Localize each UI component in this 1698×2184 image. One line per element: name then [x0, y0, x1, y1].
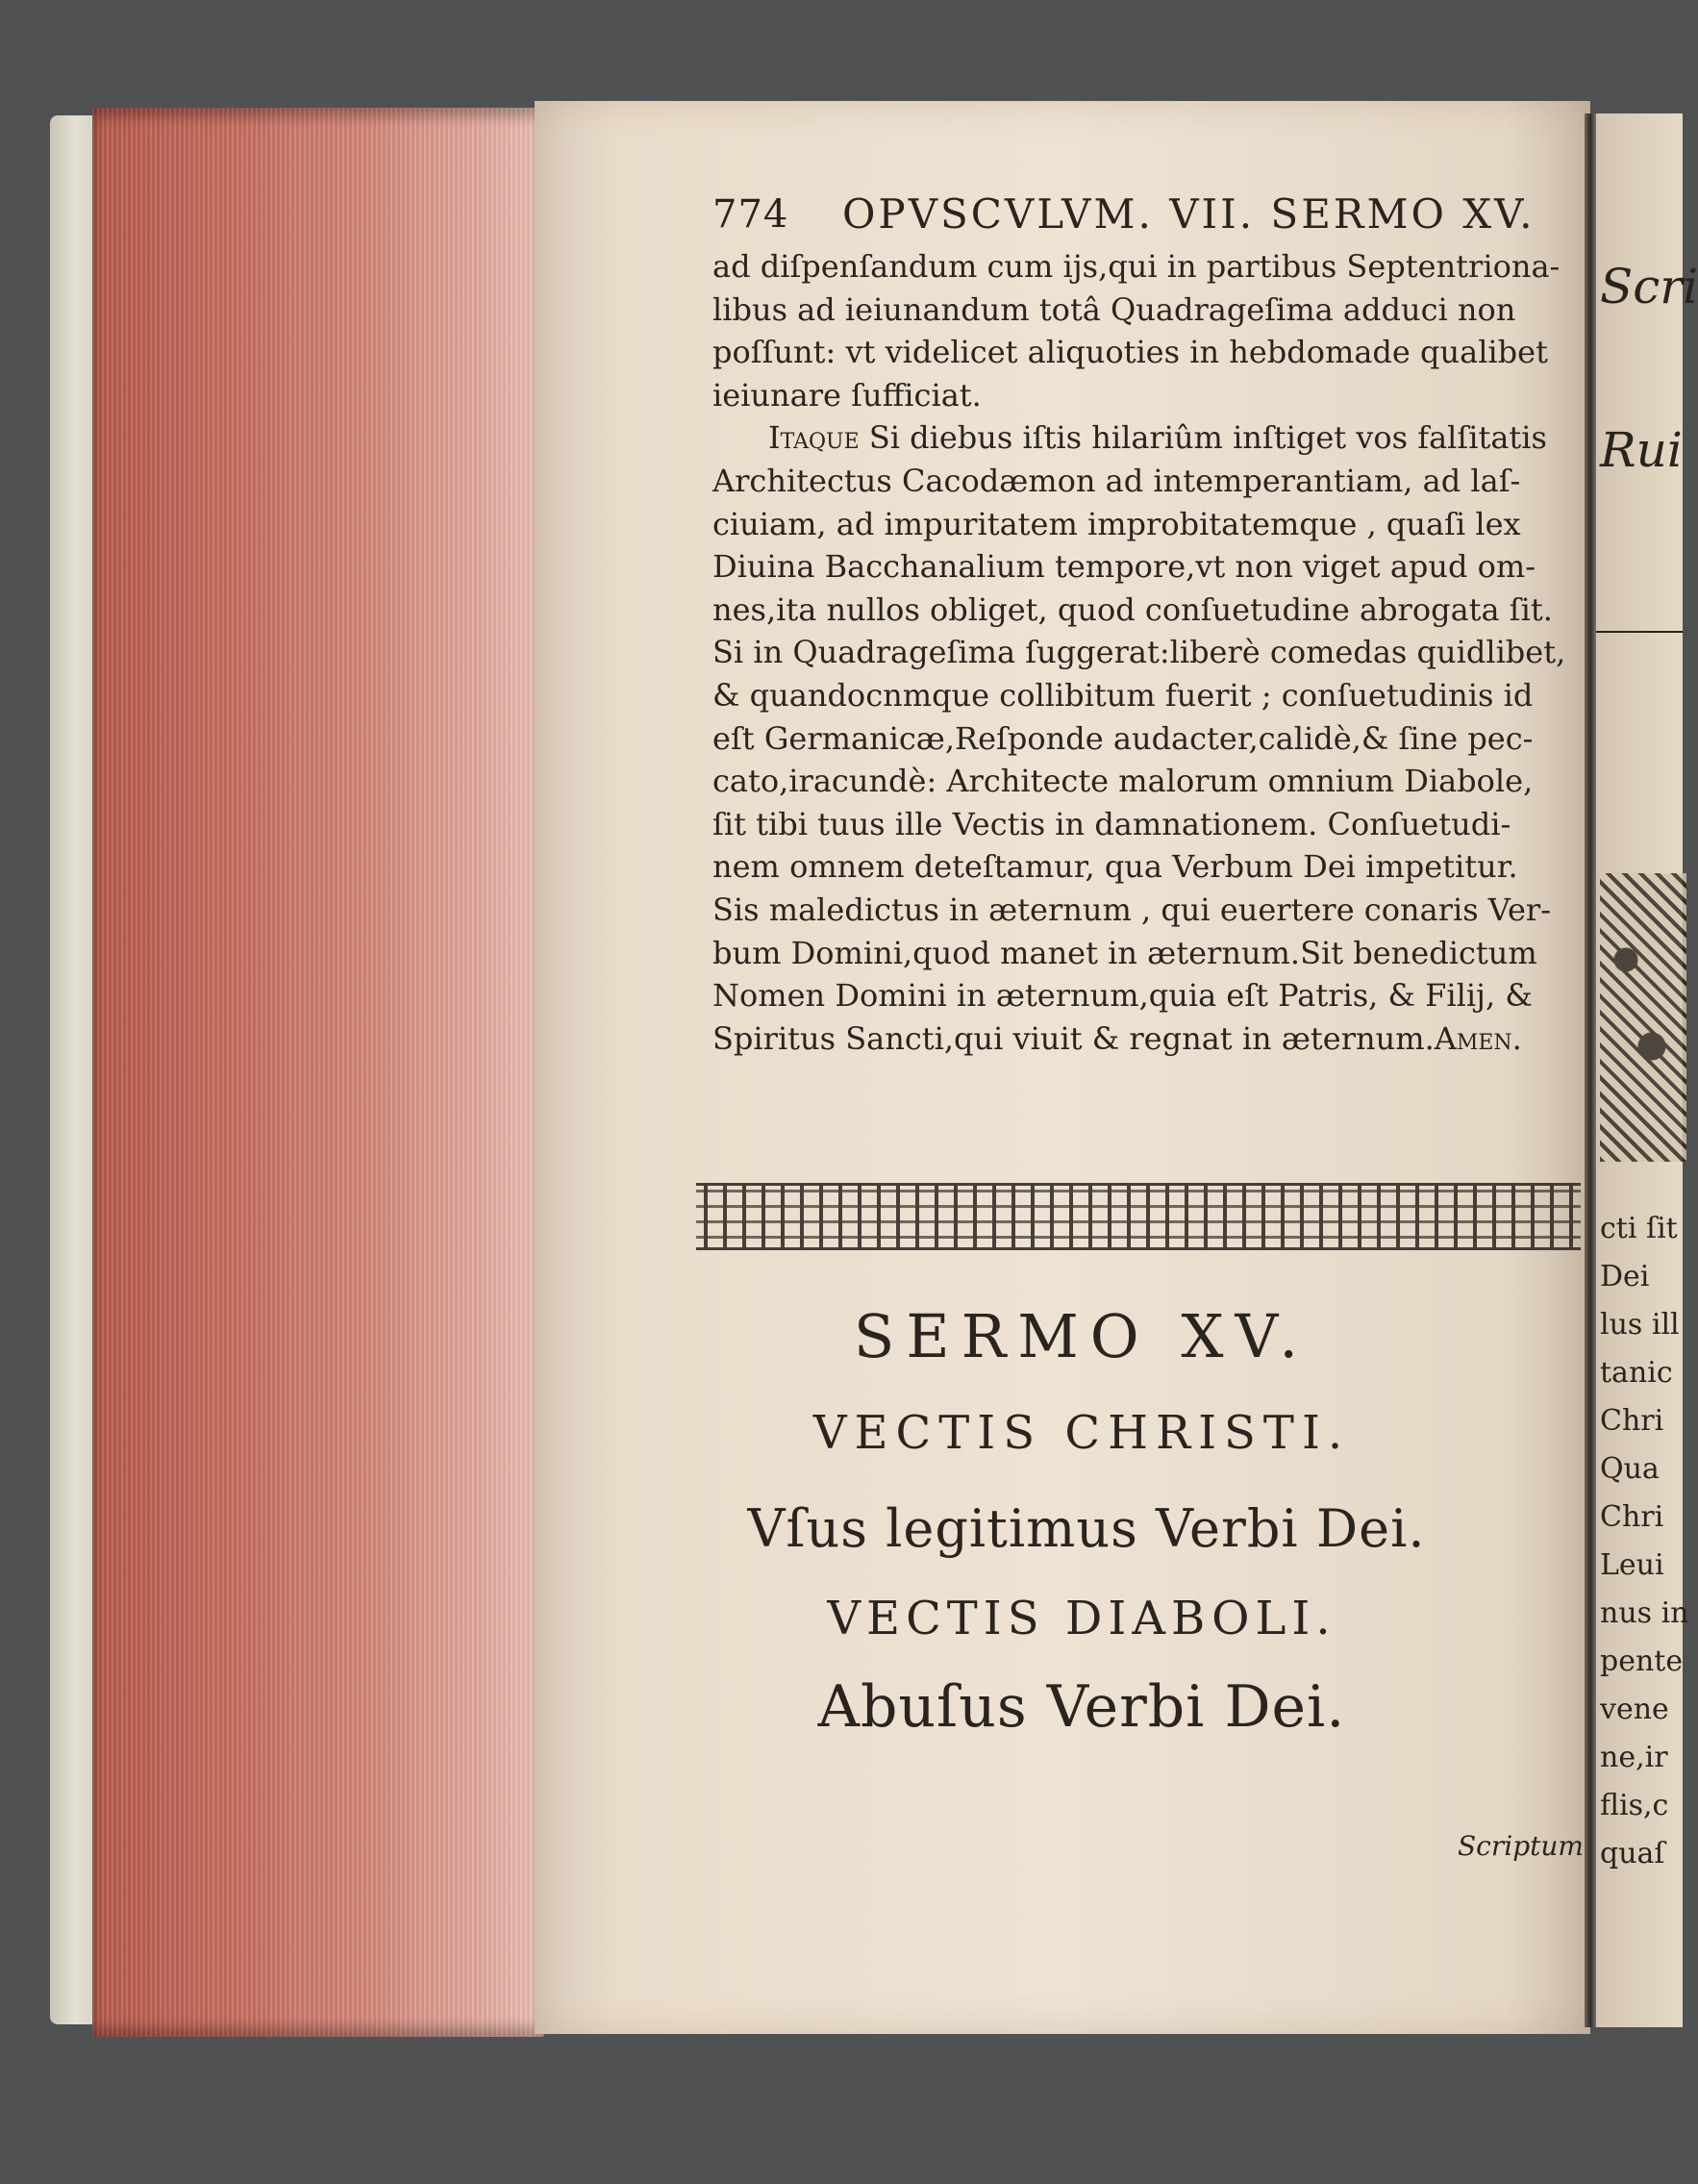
text-line: Diuina Bacchanalium tempore,vt non viget apud om-: [712, 548, 1536, 586]
text-line: cato,iracundè: Architecte malorum omnium Diabole,: [712, 763, 1534, 800]
facing-page-fragment: [1596, 113, 1698, 2027]
facing-page-word: Qua: [1600, 1452, 1660, 1486]
book-page: [535, 101, 1590, 2034]
text-line: nes,ita nullos obliget, quod conſuetudine abrogata ſit.: [712, 590, 1553, 628]
facing-page-word: lus ill: [1600, 1308, 1680, 1342]
text-line: ieiunare ſufficiat.: [712, 376, 982, 414]
facing-page-word: flis,c: [1600, 1789, 1669, 1822]
text-line: Si in Quadrageſima ſuggerat:liberè comedas quidlibet,: [712, 634, 1566, 671]
text-line: bum Domini,quod manet in æternum.Sit benedictum: [712, 934, 1537, 971]
facing-page-word: Scri: [1600, 259, 1698, 314]
catchword: Scriptum: [1458, 1830, 1584, 1862]
facing-page-rule: [1596, 631, 1683, 633]
page-header: [712, 186, 1559, 243]
text-line: Architectus Cacodæmon ad intemperantiam, ad laſ-: [712, 462, 1521, 499]
text-line: poſſunt: vt videlicet aliquoties in hebdomade qualibet: [712, 334, 1548, 371]
text-line: ciuiam, ad impuritatem improbitatemque , quaſi lex: [712, 505, 1521, 542]
book-gutter: [1585, 113, 1596, 2027]
facing-page-word: vene: [1600, 1693, 1669, 1726]
facing-page-word: cti ſit: [1600, 1212, 1678, 1245]
facing-page-word: Leui: [1600, 1548, 1664, 1582]
ornamental-band: [696, 1183, 1581, 1250]
facing-page-word: Dei: [1600, 1260, 1650, 1293]
text-line: nem omnem deteſtamur, qua Verbum Dei impetitur.: [712, 848, 1518, 886]
text-line: Nomen Domini in æternum,quia eſt Patris, & Filij, &: [712, 977, 1533, 1015]
subtitle-vectis-christi: VECTIS CHRISTI.: [812, 1406, 1351, 1460]
facing-page-ornament: [1600, 873, 1686, 1162]
text-line: [712, 1017, 1578, 1061]
paragraph-opening: Itaque: [768, 419, 860, 457]
facing-page-word: ne,ir: [1600, 1741, 1668, 1774]
facing-page-word: tanic: [1600, 1356, 1673, 1390]
text-line: ad diſpenſandum cum ijs,qui in partibus Septentriona-: [712, 248, 1561, 285]
text-line-start: Spiritus Sancti,qui viuit & regnat in æternum.: [712, 1019, 1435, 1057]
facing-page-word: quaſ: [1600, 1837, 1665, 1870]
text-line-rest: Si diebus iſtis hilariûm inſtiget vos falſitatis: [868, 419, 1547, 457]
body-text: [712, 245, 1578, 1060]
page-number: 774: [712, 192, 789, 237]
text-line: libus ad ieiunandum totâ Quadrageſima adduci non: [712, 290, 1516, 328]
facing-page-word: Chri: [1600, 1500, 1664, 1534]
subtitle-usus-legitimus: Vſus legitimus Verbi Dei.: [747, 1498, 1426, 1559]
facing-page-word: pente: [1600, 1644, 1684, 1678]
text-line: ſit tibi tuus ille Vectis in damnationem. Conſuetudi-: [712, 805, 1511, 842]
facing-page-word: Chri: [1600, 1404, 1664, 1438]
page-block-fore-edge: [92, 108, 544, 2037]
amen-word: Amen.: [1434, 1019, 1522, 1057]
running-head: OPVSCVLVM. VII. SERMO XV.: [842, 190, 1536, 238]
text-line: Sis maledictus in æternum , qui euertere conaris Ver-: [712, 891, 1552, 928]
text-line: [712, 416, 1578, 460]
sermon-title: SERMO XV.: [853, 1301, 1311, 1371]
facing-page-word: Rui: [1600, 422, 1683, 478]
subtitle-abusus: Abuſus Verbi Dei.: [817, 1673, 1346, 1741]
subtitle-vectis-diaboli: VECTIS DIABOLI.: [827, 1592, 1336, 1645]
facing-page-word: nus in: [1600, 1596, 1689, 1630]
text-line: eſt Germanicæ,Reſponde audacter,calidè,& ſine pec-: [712, 719, 1534, 757]
text-line: & quandocnmque collibitum fuerit ; conſuetudinis id: [712, 676, 1534, 714]
